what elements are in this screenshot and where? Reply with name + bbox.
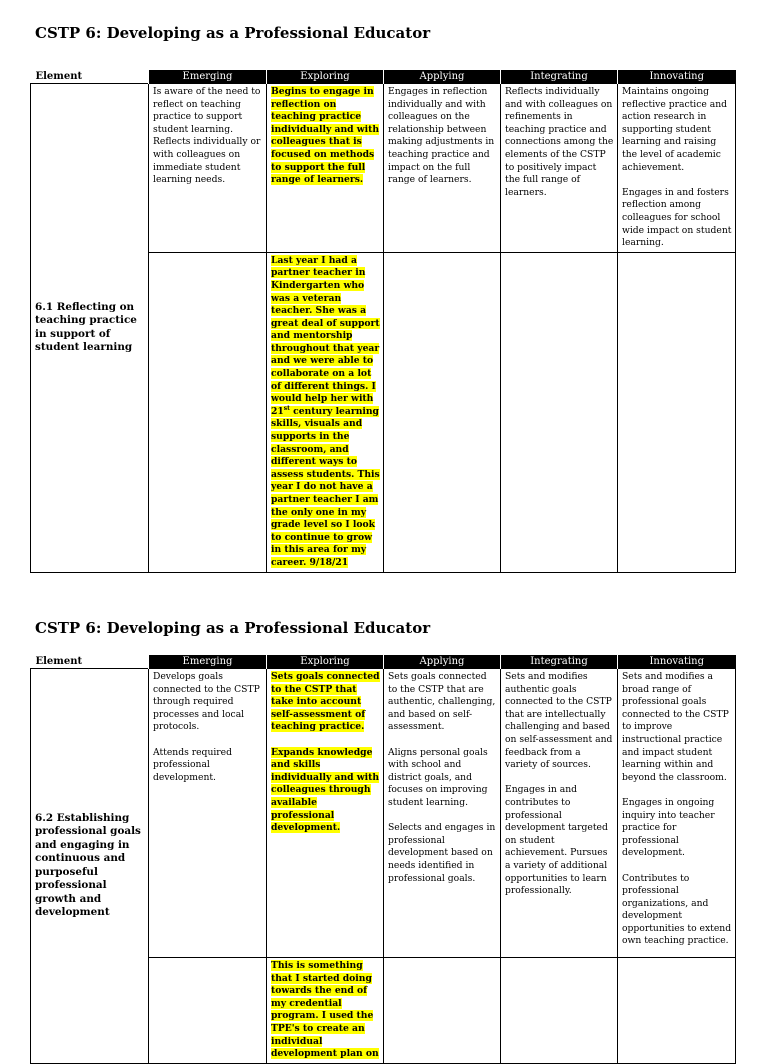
- descriptor-text: Engages in and fosters reflection among colleagues for school wide impact on student learning.: [622, 186, 732, 249]
- descriptor-text: Contributes to professional organizations, and development opportunities to extend own teaching practice.: [622, 872, 732, 947]
- descriptor-exploring: [267, 669, 384, 958]
- descriptor-text: Sets goals connected to the CSTP that are authentic, challenging, and based on self-assessment.: [388, 671, 496, 733]
- element-name: 6.1 Reflecting on teaching practice in support of student learning: [31, 84, 149, 573]
- level-header-emerging: Emerging: [149, 70, 267, 84]
- descriptor-row: [31, 84, 736, 253]
- section1-title: CSTP 6: Developing as a Professional Educator: [35, 24, 431, 42]
- highlighted-descriptor: Expands knowledge and skills individually and with colleagues through available professional development.: [271, 746, 380, 834]
- evidence-text: Last year I had a partner teacher in Kindergarten who was a veteran teacher. She was a great deal of support and mentorship throughout that year and we were able to collaborate on a lot of different things. I would help her with 21st century learning skills, visuals and supports in the classroom, and different ways to assess students. This year I do not have a partner teacher I am the only one in my grade level so I look to continue to grow in this area for my career. 9/18/21: [271, 254, 380, 568]
- rubric-table-6-2: [30, 655, 736, 1064]
- evidence-innovating: [618, 958, 736, 1064]
- evidence-exploring: [267, 252, 384, 572]
- descriptor-applying: [384, 84, 501, 253]
- level-header-applying: Applying: [384, 655, 501, 669]
- level-header-exploring: Exploring: [267, 70, 384, 84]
- level-header-innovating: Innovating: [618, 70, 736, 84]
- descriptor-text: Engages in reflection individually and with colleagues on the relationship between making adjustments in teaching practice and impact on the full range of learners.: [388, 86, 495, 186]
- evidence-innovating: [618, 252, 736, 572]
- element-header: Element: [31, 655, 149, 669]
- rubric-table-6-1: [30, 70, 736, 573]
- descriptor-text: Reflects individually and with colleagues on refinements in teaching practice and connections among the elements of the CSTP to positively impact the full range of learners.: [505, 86, 614, 198]
- descriptor-exploring: [267, 84, 384, 253]
- descriptor-integrating: [501, 669, 618, 958]
- level-header-exploring: Exploring: [267, 655, 384, 669]
- descriptor-applying: [384, 669, 501, 958]
- header-row: [31, 70, 736, 84]
- descriptor-integrating: [501, 84, 618, 253]
- descriptor-row: [31, 669, 736, 958]
- element-name: 6.2 Establishing professional goals and engaging in continuous and purposeful professional growth and development: [31, 669, 149, 1064]
- evidence-text: This is something that I started doing towards the end of my credential program. I used the TPE's to create an individual development plan on: [271, 960, 379, 1060]
- evidence-exploring: [267, 958, 384, 1064]
- level-header-emerging: Emerging: [149, 655, 267, 669]
- evidence-integrating: [501, 958, 618, 1064]
- highlighted-descriptor: Begins to engage in reflection on teaching practice individually and with colleagues that is focused on methods to support the full range of learners.: [271, 86, 380, 186]
- element-header: Element: [31, 70, 149, 84]
- descriptor-innovating: [618, 84, 736, 253]
- descriptor-text: Develops goals connected to the CSTP through required processes and local protocols.: [153, 671, 260, 733]
- descriptor-emerging: [149, 84, 267, 253]
- descriptor-text: Sets and modifies a broad range of professional goals connected to the CSTP to improve instructional practice and impact student learning within and beyond the classroom.: [622, 671, 729, 783]
- descriptor-text: Engages in and contributes to professional development targeted on student achievement. Pursues a variety of additional opportunities to learn professionally.: [505, 784, 608, 897]
- level-header-integrating: Integrating: [501, 655, 618, 669]
- descriptor-emerging: [149, 669, 267, 958]
- evidence-emerging: [149, 958, 267, 1064]
- descriptor-text: Sets and modifies authentic goals connected to the CSTP that are intellectually challenging and based on self-assessment and feedback from a variety of sources.: [505, 671, 613, 771]
- descriptor-text: Aligns personal goals with school and district goals, and focuses on improving student learning.: [388, 746, 488, 808]
- header-row: [31, 655, 736, 669]
- descriptor-text: Is aware of the need to reflect on teaching practice to support student learning. Reflects individually or with colleagues on immediate student learning needs.: [153, 86, 261, 186]
- evidence-emerging: [149, 252, 267, 572]
- section2-title: CSTP 6: Developing as a Professional Educator: [35, 619, 431, 637]
- evidence-applying: [384, 958, 501, 1064]
- level-header-applying: Applying: [384, 70, 501, 84]
- highlighted-descriptor: Sets goals connected to the CSTP that take into account self-assessment of teaching practice.: [271, 671, 380, 733]
- descriptor-innovating: [618, 669, 736, 958]
- level-header-innovating: Innovating: [618, 655, 736, 669]
- evidence-applying: [384, 252, 501, 572]
- level-header-integrating: Integrating: [501, 70, 618, 84]
- descriptor-text: Selects and engages in professional development based on needs identified in professional goals.: [388, 822, 496, 884]
- descriptor-text: Maintains ongoing reflective practice and action research in supporting student learning and raising the level of academic achievement.: [622, 86, 728, 173]
- descriptor-text: Attends required professional development.: [153, 746, 233, 783]
- evidence-integrating: [501, 252, 618, 572]
- descriptor-text: Engages in ongoing inquiry into teacher practice for professional development.: [622, 796, 715, 859]
